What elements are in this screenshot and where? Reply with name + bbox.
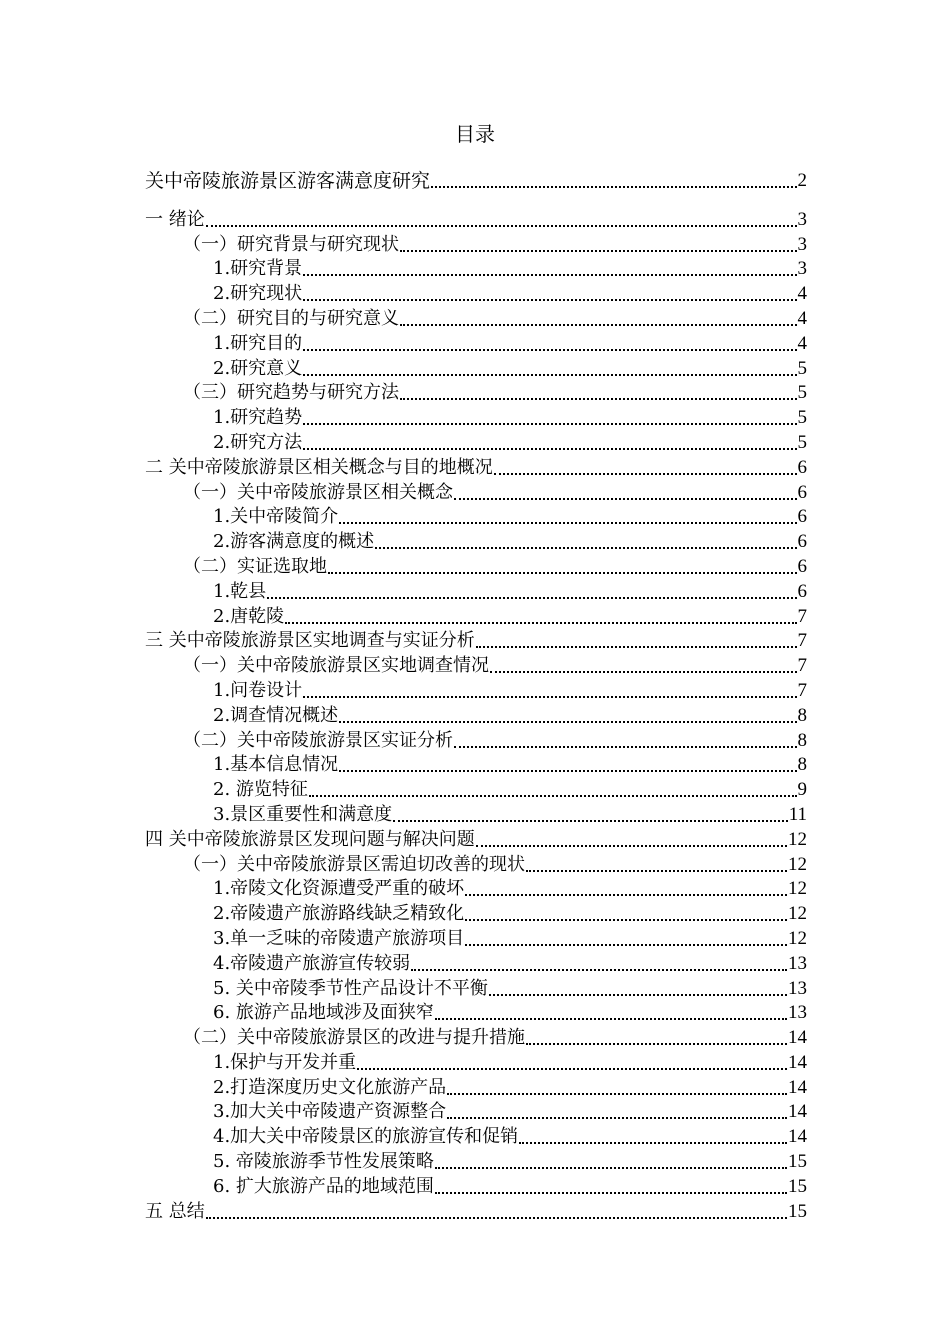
toc-entry-label: 一 绪论 [145, 208, 205, 230]
toc-entry[interactable] [145, 280, 807, 305]
toc-leader-dots [267, 579, 796, 599]
toc-entry-label: 1.研究目的 [213, 332, 303, 354]
toc-entry-page-number: 13 [788, 1002, 807, 1024]
toc-leader-dots [400, 306, 797, 326]
toc-entry-label: 2.打造深度历史文化旅游产品 [213, 1076, 447, 1098]
toc-entry-page-number: 9 [797, 779, 807, 801]
toc-entry-label: （一）关中帝陵旅游景区相关概念 [183, 481, 453, 503]
toc-entry-label: 1.保护与开发并重 [213, 1051, 357, 1073]
toc-entry-label: （一）研究背景与研究现状 [183, 233, 399, 255]
toc-entry-label: （二）关中帝陵旅游景区的改进与提升措施 [183, 1027, 525, 1049]
toc-entry-page-number: 13 [788, 952, 807, 974]
toc-entry[interactable] [145, 578, 807, 603]
toc-entry[interactable] [145, 305, 807, 330]
toc-entry[interactable] [145, 925, 807, 950]
toc-entry-page-number: 4 [797, 307, 807, 329]
toc-entry[interactable] [145, 1000, 807, 1025]
toc-entry[interactable] [145, 1024, 807, 1049]
toc-entry-label: 1.基本信息情况 [213, 754, 339, 776]
toc-leader-dots [357, 1050, 787, 1070]
toc-entry-page-number: 7 [797, 679, 807, 701]
toc-entry-page-number: 6 [797, 555, 807, 577]
toc-entry-page-number: 8 [797, 754, 807, 776]
toc-leader-dots [431, 168, 796, 188]
toc-leader-dots [309, 777, 797, 797]
toc-entry[interactable] [145, 1049, 807, 1074]
toc-entry[interactable] [145, 652, 807, 677]
toc-leader-dots [494, 455, 797, 475]
toc-leader-dots [454, 480, 797, 500]
toc-leader-dots [339, 752, 796, 772]
toc-entry[interactable] [145, 231, 807, 256]
toc-entry-page-number: 5 [797, 357, 807, 379]
toc-entry[interactable] [145, 876, 807, 901]
toc-entry-page-number: 4 [797, 283, 807, 305]
toc-entry-page-number: 15 [788, 1175, 807, 1197]
toc-entry[interactable] [145, 479, 807, 504]
toc-entry[interactable] [145, 206, 807, 231]
toc-entry[interactable] [145, 1123, 807, 1148]
toc-entry-page-number: 8 [797, 704, 807, 726]
toc-leader-dots [447, 1075, 787, 1095]
toc-entry[interactable] [145, 330, 807, 355]
toc-leader-dots [339, 703, 796, 723]
toc-entry-page-number: 6 [797, 580, 807, 602]
toc-entry[interactable] [145, 1074, 807, 1099]
toc-leader-dots [206, 207, 797, 227]
toc-entry-label: 2.研究意义 [213, 357, 303, 379]
toc-entry-label: 关中帝陵旅游景区游客满意度研究 [145, 170, 431, 192]
toc-entry[interactable] [145, 603, 807, 628]
toc-entry-page-number: 7 [797, 630, 807, 652]
toc-entry-page-number: 14 [788, 1051, 807, 1073]
toc-entry-label: 2.帝陵遗产旅游路线缺乏精致化 [213, 903, 465, 925]
toc-entry[interactable] [145, 628, 807, 653]
toc-entry-label: 1.乾县 [213, 580, 267, 602]
toc-leader-dots [465, 926, 787, 946]
toc-entry-page-number: 3 [797, 258, 807, 280]
toc-entry-label: 1.帝陵文化资源遭受严重的破坏 [213, 878, 465, 900]
toc-entry-label: 3.加大关中帝陵遗产资源整合 [213, 1101, 447, 1123]
toc-entry-page-number: 6 [797, 506, 807, 528]
toc-entry-page-number: 3 [797, 233, 807, 255]
toc-entry-page-number: 12 [788, 853, 807, 875]
toc-entry-label: 2.研究现状 [213, 283, 303, 305]
toc-leader-dots [328, 554, 797, 574]
toc-entry-label: 2. 游览特征 [213, 779, 308, 801]
toc-entry-page-number: 8 [797, 729, 807, 751]
toc-entry-label: 四 关中帝陵旅游景区发现问题与解决问题 [145, 828, 475, 850]
toc-entry-label: 6. 扩大旅游产品的地域范围 [213, 1175, 434, 1197]
toc-entry-label: （二）关中帝陵旅游景区实证分析 [183, 729, 453, 751]
toc-leader-dots [303, 356, 796, 376]
toc-entry-page-number: 12 [788, 828, 807, 850]
toc-entry[interactable] [145, 1198, 807, 1223]
toc-entry-label: （一）关中帝陵旅游景区需迫切改善的现状 [183, 853, 525, 875]
toc-leader-dots [490, 653, 797, 673]
toc-entry-page-number: 14 [788, 1101, 807, 1123]
toc-entry-label: （二）实证选取地 [183, 555, 327, 577]
toc-leader-dots [526, 852, 787, 872]
toc-entry-page-number: 6 [797, 481, 807, 503]
toc-leader-dots [375, 529, 796, 549]
toc-entry-page-number: 5 [797, 382, 807, 404]
toc-entry[interactable] [145, 1173, 807, 1198]
toc-entry[interactable] [145, 355, 807, 380]
toc-entry[interactable] [145, 256, 807, 281]
toc-entry[interactable] [145, 454, 807, 479]
toc-leader-dots [400, 380, 797, 400]
toc-entry-page-number: 7 [797, 605, 807, 627]
toc-entry-label: 二 关中帝陵旅游景区相关概念与目的地概况 [145, 456, 493, 478]
toc-entry-page-number: 15 [788, 1200, 807, 1222]
toc-entry-label: 3.单一乏味的帝陵遗产旅游项目 [213, 927, 465, 949]
toc-leader-dots [519, 1124, 787, 1144]
toc-entry[interactable] [145, 975, 807, 1000]
toc-entry[interactable] [145, 826, 807, 851]
toc-entry[interactable] [145, 727, 807, 752]
toc-leader-dots [454, 728, 797, 748]
toc-entry-page-number: 11 [788, 803, 807, 825]
toc-entry-label: 2.调查情况概述 [213, 704, 339, 726]
toc-entry-label: （三）研究趋势与研究方法 [183, 382, 399, 404]
toc-leader-dots [435, 1000, 787, 1020]
toc-entry[interactable] [145, 1148, 807, 1173]
toc-leader-dots [303, 281, 796, 301]
toc-entry-page-number: 14 [788, 1076, 807, 1098]
toc-leader-dots [447, 1099, 787, 1119]
toc-entry-label: 4.帝陵遗产旅游宣传较弱 [213, 952, 411, 974]
toc-entry-page-number: 5 [797, 431, 807, 453]
toc-entry-label: （二）研究目的与研究意义 [183, 307, 399, 329]
toc-leader-dots [435, 1149, 787, 1169]
toc-leader-dots [400, 232, 797, 252]
toc-leader-dots [393, 802, 788, 822]
toc-entry-page-number: 3 [797, 208, 807, 230]
toc-entry[interactable] [145, 429, 807, 454]
toc-entry[interactable] [145, 553, 807, 578]
toc-entry-label: 三 关中帝陵旅游景区实地调查与实证分析 [145, 630, 475, 652]
table-of-contents [145, 162, 807, 1223]
toc-leader-dots [526, 1025, 787, 1045]
toc-entry-label: 3.景区重要性和满意度 [213, 803, 393, 825]
toc-leader-dots [476, 827, 787, 847]
toc-entry[interactable] [145, 776, 807, 801]
toc-entry[interactable] [145, 404, 807, 429]
toc-entry-label: 6. 旅游产品地域涉及面狭窄 [213, 1002, 434, 1024]
toc-leader-dots [489, 976, 787, 996]
toc-entry-page-number: 14 [788, 1126, 807, 1148]
toc-entry-page-number: 14 [788, 1027, 807, 1049]
toc-title: 目录 [455, 122, 495, 146]
toc-entry[interactable] [145, 950, 807, 975]
toc-entry[interactable] [145, 801, 807, 826]
toc-entry-page-number: 15 [788, 1151, 807, 1173]
toc-leader-dots [303, 256, 796, 276]
toc-entry-label: 五 总结 [145, 1200, 205, 1222]
toc-leader-dots [303, 678, 796, 698]
toc-entry-label: 1.研究背景 [213, 258, 303, 280]
toc-entry[interactable] [145, 380, 807, 405]
toc-leader-dots [411, 951, 787, 971]
toc-entry[interactable] [145, 851, 807, 876]
toc-entry[interactable] [145, 528, 807, 553]
toc-entry[interactable] [145, 1099, 807, 1124]
toc-entry-label: 1.研究趋势 [213, 407, 303, 429]
toc-leader-dots [339, 504, 796, 524]
toc-leader-dots [303, 430, 796, 450]
toc-entry[interactable] [145, 752, 807, 777]
toc-leader-dots [435, 1174, 787, 1194]
toc-entry-label: 2.游客满意度的概述 [213, 531, 375, 553]
toc-entry-page-number: 7 [797, 655, 807, 677]
toc-entry-page-number: 12 [788, 878, 807, 900]
toc-entry-label: 5. 帝陵旅游季节性发展策略 [213, 1151, 434, 1173]
toc-leader-dots [465, 901, 787, 921]
toc-leader-dots [303, 331, 796, 351]
toc-entry-label: 2.研究方法 [213, 431, 303, 453]
toc-entry-page-number: 2 [797, 170, 807, 191]
toc-entry[interactable] [145, 162, 807, 192]
toc-entry[interactable] [145, 900, 807, 925]
toc-entry-label: 1.关中帝陵简介 [213, 506, 339, 528]
toc-entry[interactable] [145, 677, 807, 702]
toc-entry-label: （一）关中帝陵旅游景区实地调查情况 [183, 655, 489, 677]
toc-entry-page-number: 5 [797, 407, 807, 429]
toc-entry-label: 4.加大关中帝陵景区的旅游宣传和促销 [213, 1126, 519, 1148]
toc-leader-dots [303, 405, 796, 425]
toc-entry[interactable] [145, 504, 807, 529]
toc-leader-dots [476, 628, 797, 648]
toc-entry-page-number: 6 [797, 531, 807, 553]
toc-entry-page-number: 12 [788, 903, 807, 925]
toc-entry-page-number: 12 [788, 927, 807, 949]
toc-leader-dots [465, 876, 787, 896]
toc-entry-label: 2.唐乾陵 [213, 605, 285, 627]
toc-entry-page-number: 6 [797, 456, 807, 478]
toc-entry-page-number: 4 [797, 332, 807, 354]
toc-entry[interactable] [145, 702, 807, 727]
toc-leader-dots [285, 604, 796, 624]
toc-leader-dots [206, 1199, 787, 1219]
toc-entry-label: 5. 关中帝陵季节性产品设计不平衡 [213, 977, 488, 999]
toc-entry-page-number: 13 [788, 977, 807, 999]
toc-entry-label: 1.问卷设计 [213, 679, 303, 701]
